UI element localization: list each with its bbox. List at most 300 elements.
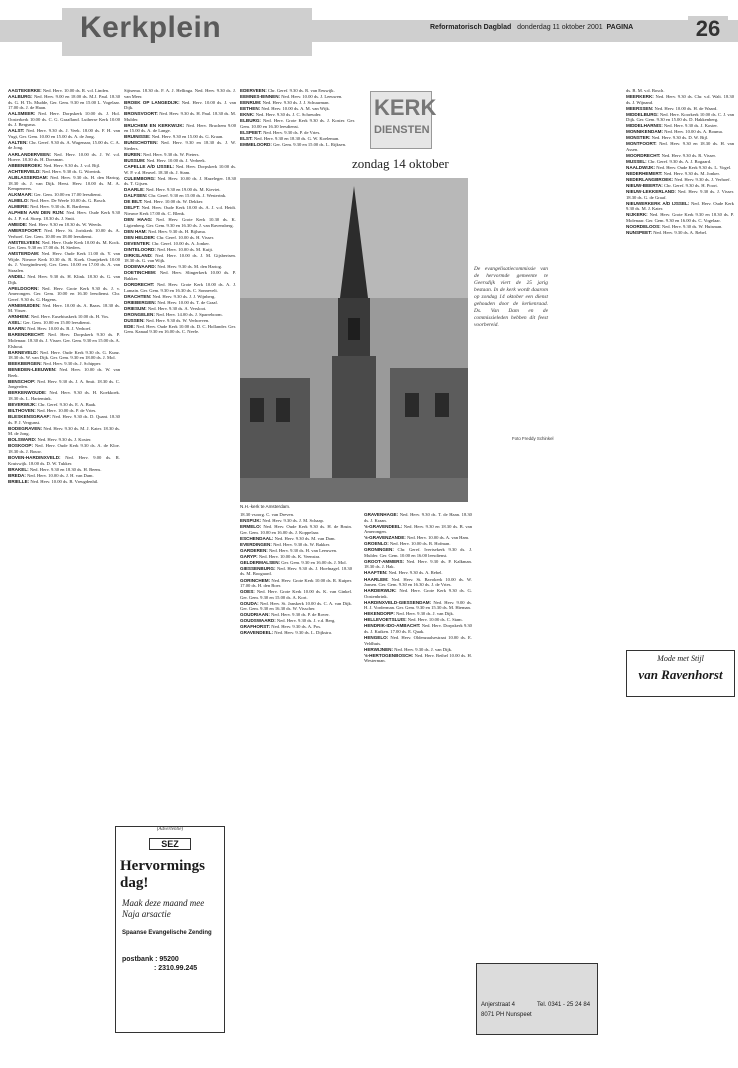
place-name: GARDEREN: (240, 547, 268, 553)
church-service-entry (124, 193, 236, 199)
place-name: BROEK OP LANGEDIJK: (124, 99, 180, 105)
service-details: Ned. Herv. Grote Kerk 9.30 ds. G. Oostenbrink. (364, 588, 472, 599)
place-name: HARDERWIJK: (364, 588, 397, 594)
church-service-entry (626, 106, 734, 112)
place-name: CULEMBORG: (124, 175, 156, 181)
church-service-entry (364, 588, 472, 599)
church-service-entry (8, 192, 120, 198)
place-name: MONSTER: (626, 135, 651, 141)
church-service-entry (240, 512, 352, 518)
place-name: ELBURG: (240, 118, 261, 124)
church-service-entry (626, 135, 734, 141)
church-service-entry (124, 100, 236, 111)
ad2-brand: van Ravenhorst (638, 667, 723, 682)
service-details: Ned. Herv. Grote Kerk 9.30 en 18.30 ds. P. Molenaar. Ger. Gem. 9.30 en 16.00 ds. C. Vogelaar. (626, 212, 734, 224)
place-name: GOES: (240, 589, 255, 595)
place-name: BOLSWARD: (8, 437, 37, 443)
church-service-entry (8, 111, 120, 128)
service-details: ds. B. M. v.d. Bosch. (626, 88, 665, 93)
place-name: EDERVEEN: (240, 88, 267, 93)
service-details: Ned. Herv. 9.30 ds. M. J. Kater. 18.30 ds. M. de Jong. (8, 425, 120, 437)
advertisement-van-ravenhorst[interactable] (626, 650, 735, 697)
service-details: Ned. Herv. 9.30 ds. W. Huisman. (661, 224, 723, 230)
church-service-entry (124, 306, 236, 312)
service-details: Ger. Gem. 9.30 en 15.00 ds. L. Rijksen. (273, 141, 347, 147)
service-details: Ned. Herv. St. Bavokerk 10.00 ds. W. Jansen. Ger. Gem. 9.30 en 16.30 ds. J. de Vries. (364, 576, 472, 588)
place-name: BRUCHEM EN KERKWIJK: (124, 122, 185, 128)
service-details: Ned. Herv. Dorpskerk 9.30 ds. P. Molenaar. 18.30 ds. J. Visser. Ger. Gem. 9.30 en 15.00 ds. A. Elshout. (8, 332, 120, 349)
church-service-entry (8, 314, 120, 320)
service-details: Ned. Herv. 9.30 en 18.30 ds. H. van Assen. (626, 141, 734, 152)
church-service-entry (626, 230, 734, 236)
service-details: Chr. Geref. 9.30 ds. H. Poort. (663, 183, 718, 189)
church-service-entry (124, 123, 236, 134)
church-service-entry (8, 140, 120, 151)
church-service-entry (124, 241, 236, 247)
church-service-entry (240, 518, 352, 524)
place-name: DINTELOORD: (124, 246, 156, 252)
service-details: Ned. Herv. Bruchem 9.00 en 15.00 ds. A. de Lange. (124, 122, 236, 134)
church-service-entry (8, 88, 120, 94)
place-name: AMSTELVEEN: (8, 239, 41, 245)
service-details: Ned. Herv. Oude Kerk 9.30 ds. L. Vogel. (656, 165, 732, 171)
place-name: AMSTERDAM: (8, 251, 40, 257)
church-service-entry (124, 199, 236, 205)
place-name: GORINCHEM: (240, 577, 271, 583)
church-service-entry (124, 111, 236, 122)
service-details: Ned. Herv. Oldenzaalsestraat 10.00 ds. E. Veldhuis. (364, 634, 472, 646)
service-details: Ned. Herv. 9.30 ds. D. W. Bijl. (651, 135, 709, 141)
service-details: Ned. Herv. De Weele 10.00 ds. G. Bosch. (30, 198, 107, 204)
church-service-entry (8, 228, 120, 239)
church-listing-column-2 (124, 88, 236, 818)
place-name: DUSSEN: (124, 317, 145, 323)
service-details: Ned. Herv. 9.30 ds. A. Versloot. (147, 305, 207, 311)
service-details: Chr. Geref. 10.00 ds. H. Visser. (156, 234, 215, 240)
service-details: Ned. Herv. 9.30 ds. J. J. Wijnberg. (152, 293, 216, 299)
church-service-entry (364, 653, 472, 664)
service-details: Ned. Herv. 9.30 ds. J. M. Schaap. (262, 518, 324, 524)
service-details: Ned. Herv. 10.00 ds. W. Dekker. (143, 199, 204, 205)
advertisement-nunspeet[interactable] (476, 963, 598, 1035)
service-details: Chr. Geref. 9.30 en 15.00 ds. J. Westerink. (148, 193, 227, 199)
church-service-entry (626, 112, 734, 123)
place-name: ALKMAAR: (8, 192, 33, 198)
place-name: BRIELLE: (8, 478, 30, 484)
place-name: DORDRECHT: (124, 282, 155, 288)
place-name: BARENDRECHT: (8, 332, 45, 338)
place-name: ANDEL: (8, 274, 26, 279)
church-service-entry (626, 94, 734, 105)
place-name: ERMELO: (240, 524, 262, 530)
service-details: Chr. Geref. 9.30 ds. A. J. Bogaard. (647, 159, 712, 165)
place-name: BUREN: (124, 152, 142, 158)
place-name: DRIESUM: (124, 305, 147, 311)
place-name: EMMELOORD: (240, 141, 272, 147)
service-details: Ned. Herv. Oude Kerk 9.30 ds. H. de Bruin. Ger. Gem. 10.00 en 16.00 ds. J. Koppelaar. (240, 524, 352, 535)
service-details: Ger. Gem. 10.00 en 17.00 leesdienst. (33, 192, 102, 198)
service-details: Chr. Geref. 9.30 ds. E. A. Baak. (37, 402, 97, 408)
church-service-entry (364, 535, 472, 541)
sez-logo: SEZ (149, 838, 191, 850)
place-name: ALPHEN AAN DEN RIJN: (8, 210, 65, 216)
church-service-entry (124, 164, 236, 175)
place-name: BREDA: (8, 472, 26, 478)
church-service-entry (240, 578, 352, 589)
church-service-entry (626, 171, 734, 177)
church-listing-column-4 (240, 512, 352, 1032)
service-details: Ned. Herv. 9.30 ds. J. C. Schreuder. (255, 112, 322, 118)
service-details: Ned. Herv. 9.30 ds. L. Dijkstra. (274, 630, 333, 636)
service-details: Ned. Herv. 9.30 ds. Chr. v.d. Walt. 18.30 ds. J. Wijnand. (626, 94, 734, 105)
church-service-entry (240, 130, 355, 136)
ad-postbank (122, 956, 218, 963)
church-service-entry (8, 437, 120, 443)
service-details: Ned. Herv. 9.30 ds. A. Pos. (271, 624, 322, 630)
service-details: Ned. Herv. Dorpskerk 9.30 ds. J. Kuiken. 17.00 ds. E. Quak. (364, 623, 472, 634)
service-details: Ned. Herv. Dorpskerk 10.00 ds. J. Hol. Oosterkerk 10.00 ds. C. G. Graafland. Lutherse Kerk 10.00 ds. J. Bergsma. (8, 111, 120, 128)
church-listing-column-5 (364, 512, 472, 1032)
place-name: HAARLEM: (364, 576, 389, 582)
church-service-entry (8, 128, 120, 139)
church-service-entry (626, 141, 734, 152)
service-details: Ned. Herv. 10.00 ds. M. Kuijt. (157, 246, 214, 252)
place-name: BUNSCHOTEN: (124, 140, 158, 146)
service-details: Ned. Herv. 9.30 ds. A. Rebel. (388, 570, 443, 576)
place-name: AARLANDERVEEN: (8, 151, 52, 157)
place-name: NIEUWERKERK A/D IJSSEL: (626, 200, 690, 206)
church-service-entry (240, 94, 355, 100)
place-name: GROOT-AMMERS: (364, 558, 405, 564)
church-service-entry (8, 169, 120, 175)
place-name: GIESSENBURG: (240, 565, 276, 571)
church-service-entry (364, 570, 472, 576)
church-service-entry (240, 136, 355, 142)
place-name: GRAVENHAGE: (364, 512, 399, 517)
place-name: 's-GRAVENZANDE: (364, 535, 406, 541)
service-details: Ned. Herv. 10.00 ds. K. Veenstra. (258, 553, 321, 559)
service-details: Ned. Herv. Grote Kerk 10.00 ds. A. J. Lamain. Ger. Gem. 9.30 en 16.30 ds. C. Sonnevelt. (124, 282, 236, 293)
service-details: Ned. Herv. Oude Kerk 9.30 ds. M. J. Kater. (626, 200, 734, 212)
place-name: DAARLE: (124, 187, 145, 193)
church-service-entry (8, 251, 120, 273)
church-service-entry (240, 88, 355, 94)
service-details: Ned. Herv. 10.00 ds. J. van Dijk. (124, 99, 236, 111)
service-details: Ned. Herv. Oude Kerk 9.30 ds. J. P. v.d. Stoep. 18.30 ds. J. Smit. (8, 210, 120, 222)
place-name: DALFSEN: (124, 193, 148, 199)
ad-organisation: Spaanse Evangelische Zending (122, 930, 212, 936)
church-service-entry (8, 390, 120, 401)
place-name: HELLEVOETSLUIS: (364, 617, 407, 623)
place-name: BILTHOVEN: (8, 408, 36, 414)
place-name: BRONSVOORT: (124, 111, 158, 117)
place-name: BODEGRAVEN: (8, 425, 43, 431)
church-service-entry (124, 282, 236, 293)
place-name: GARYP: (240, 553, 258, 559)
service-details: Ned. Herv. 9.30 en 19.00 ds. M. Kieviet. (145, 187, 221, 193)
church-service-entry (626, 183, 734, 189)
place-name: HENDRIK-IDO-AMBACHT: (364, 623, 421, 629)
service-details: Ned. Herv. 10.00 ds. A. Bouma. (664, 129, 723, 135)
ad2-tagline: Mode met Stijl (657, 654, 704, 663)
service-details: Ned. Herv. 9.30 ds. H. Bijlsma. (148, 228, 206, 234)
service-details: Ned. Herv. 10.00 ds. J. M. Gijsbertsen. 18.30 ds. G. van Wijk. (124, 252, 236, 264)
service-details: Ned. Herv. 9.30 ds. M. van Dam. (274, 535, 336, 541)
ad-subline: Maak deze maand mee Naja arsactie (122, 898, 205, 919)
service-details: Ned. Herv. 9.30 ds. J. v.d. Bijl. (43, 163, 101, 169)
service-details: Ned. Herv. 9.30 ds. A. Rebel. (653, 230, 708, 236)
service-details: Ned. Herv. 9.30 ds. M. den Hartog. (157, 264, 223, 270)
church-service-entry (626, 129, 734, 135)
church-service-entry (240, 142, 355, 148)
service-details: Ned. Herv. 9.30 en 18.30 ds. H. Beens. (29, 466, 102, 472)
church-service-entry (364, 647, 472, 653)
church-service-entry (626, 212, 734, 223)
church-service-entry (8, 320, 120, 326)
church-service-entry (8, 426, 120, 437)
church-service-entry (240, 112, 355, 118)
service-details: Ned. Herv. Slingerkerk 10.00 ds. P. Bakker. (124, 270, 236, 281)
service-details: Ned. Herv. Grote Kerk 9.30 ds. J. v. Amerongen. Ger. Gem. 10.00 en 16.30 leesdienst. Chr. Geref. 9.30 ds. G. Hagens. (8, 285, 120, 302)
service-details: Ned. Herv. 9.30 ds. H. Koekkoek. 18.30 ds. L. Hartemink. (8, 390, 120, 401)
service-details: Ned. Herv. 9.30 ds. J. Koster. (37, 437, 92, 443)
service-details: Ned. Herv. St. Janskerk 10.00 ds. C. A. van Dijk. Ger. Gem. 9.30 en 16.30 ds. W. Visscher. (240, 600, 352, 612)
service-details: Ned. Herv. 10.00 ds. P. de Vries. (36, 408, 97, 414)
service-details: Ned. Herv. Koorkerk 10.00 ds. C. J. van Dijk. Ger. Gem. 9.30 en 15.00 ds. D. Hakkenberg. (626, 111, 734, 123)
church-service-entry (124, 205, 236, 216)
ad-label: (Advertentie) (156, 827, 184, 832)
place-name: BENSCHOP: (8, 378, 36, 384)
service-details: Ned. Herv. Grote Kerk 10.00 ds. K. van Ginkel. Ger. Gem. 9.30 en 15.00 ds. A. Kort. (240, 589, 352, 600)
place-name: NUNSPEET: (626, 230, 653, 236)
place-name: BEEKBERGEN: (8, 361, 42, 367)
church-service-entry (240, 542, 352, 548)
church-service-entry (8, 94, 120, 111)
service-details: Ned. Herv. 10.00 ds. A. van Ham. (407, 535, 470, 541)
service-details: Ned. Herv. 10.00 ds. H. de Waard. (654, 105, 718, 111)
church-service-entry (364, 577, 472, 588)
publication-date: donderdag 11 oktober 2001 (517, 24, 603, 31)
church-service-entry (8, 467, 120, 473)
place-name: BRAKEL: (8, 466, 29, 472)
place-name: ALMELO: (8, 198, 29, 204)
place-name: MONNIKENDAM: (626, 129, 664, 135)
church-service-entry (124, 152, 236, 158)
place-name: DEN HELDER: (124, 234, 156, 240)
church-service-entry (8, 286, 120, 303)
service-details: Ned. Herv. 9.30 en 15.00 ds. G. Kraan. (151, 134, 224, 140)
service-details: Ned. Herv. 9.30 ds. P. de Rover. (271, 612, 330, 618)
church-service-entry (240, 106, 355, 112)
church-service-entry (364, 547, 472, 558)
service-details: Ned. Herv. 10.00 ds. A. Baars. 18.30 ds. M. Visser. (8, 302, 120, 314)
church-service-entry (124, 318, 236, 324)
service-details: Ned. Herv. 10.00 ds. A. M. van Wijk. (261, 106, 330, 112)
place-name: NIEUW-LEKKERLAND: (626, 189, 676, 195)
service-details: Ned. Herv. 9.30 ds. J. Hoefnagel. 18.30 ds. M. Boogaard. (240, 565, 352, 577)
church-service-entry (124, 229, 236, 235)
church-service-entry (364, 635, 472, 646)
place-name: DRONGELEN: (124, 311, 155, 317)
church-service-entry (8, 240, 120, 251)
service-details: Ned. Herv. 9.30 ds. R. Bartlema. (30, 204, 91, 210)
place-name: EENRUM: (240, 100, 262, 106)
place-name: AAGTEKERKE: (8, 88, 42, 93)
church-service-entry (8, 152, 120, 163)
page-header (0, 0, 738, 62)
place-name: AALSMEER: (8, 111, 36, 117)
place-name: GRONINGEN: (364, 547, 394, 553)
church-service-entry (8, 204, 120, 210)
place-name: ESCHENDAAL: (240, 535, 274, 541)
church-service-entry (240, 100, 355, 106)
ad3-address: Anjerstraat 4 (481, 1002, 516, 1008)
service-details: Ned. Herv. Oude Kerk 10.00 ds. A. J. v.d. Heidt. Nieuwe Kerk 17.00 ds. C. Blenk. (124, 205, 236, 216)
place-name: AXEL: (8, 320, 22, 326)
service-details: Ned. Herv. 10.00 ds. B. Vreugdenhil. (30, 478, 99, 484)
service-details: Ned. Herv. 9.30 ds. W. Pieters. (143, 152, 200, 158)
place-name: BENEDEN-LEEUWEN: (8, 367, 57, 373)
church-service-entry (240, 612, 352, 618)
church-service-entry (8, 367, 120, 378)
service-details: Ned. Herv. 9.30 en 18.30 ds. B. van Amerongen. (364, 523, 472, 535)
publication-name: Reformatorisch Dagblad (430, 24, 512, 31)
service-details: Ned. Herv. 9.00 en 18.00 ds. M.J. Paul. 18.30 ds. G. H. Th. Mudde, Ger. Gem. 9.30 en 15.00 L. Vogelaar. 17.00 ds. J. de Haan. (8, 94, 120, 111)
service-details: 18.30 vsoorg. C. van Dreven. (240, 512, 295, 517)
church-service-entry (8, 379, 120, 390)
place-name: MIDDELHARNIS: (626, 123, 663, 129)
service-details: Ned. Herv. 10.00 ds. J. Leeuwen. (281, 94, 343, 100)
place-name: 's-GRAVENDEEL: (364, 523, 403, 529)
place-name: NIJKERK: (626, 212, 648, 218)
place-name: DEVENTER: (124, 240, 151, 246)
church-service-entry (124, 187, 236, 193)
church-service-entry (124, 134, 236, 140)
church-service-entry (364, 623, 472, 634)
place-name: AALST: (8, 128, 25, 134)
service-details: Ned. Herv. Oude Kerk 9.30 ds. G. Kunz. 18.30 ds. W. van Dijk. Ger. Gem. 9.30 en 18.00 ds. J. Mol. (8, 349, 120, 361)
service-details: Ned. Herv. 9.30 ds. W. Bakker. (273, 541, 331, 547)
service-details: Ned. Herv. Dorpskerk 10.00 ds. W. P. v.d. Heuvel. 18.30 ds. J. Stam. (124, 164, 236, 175)
page-label: PAGINA (606, 24, 634, 31)
service-details: Ned. Herv. 9.30 ds. J. Visser. 18.30 ds. G. de Graaf. (626, 189, 734, 200)
service-details: Ned. Herv. 9.30 ds. J. Schipper. (43, 361, 102, 367)
service-details: Ned. Herv. 9.30 ds. H. van Leeuwen. (268, 547, 338, 553)
church-service-entry (8, 210, 120, 221)
service-details: Ned. Herv. 14.00 ds. J. Sparreboom. (156, 311, 223, 317)
service-details: Ned. Herv. 10.00 ds. T. de Graaf. (157, 299, 219, 305)
church-service-entry (626, 165, 734, 171)
church-service-entry (124, 217, 236, 228)
place-name: EKNK: (240, 112, 255, 118)
place-name: MEERKERK: (626, 94, 654, 100)
place-name: BARNEVELD: (8, 349, 39, 355)
service-details: Ned. Herv. 9.30 en 18.30 ds. G. W. Koeleman. (253, 135, 340, 141)
service-details: Ned. Herv. Oude Kerk 10.00 ds. M. Kock. Ger. Gem. 9.30 en 17.00 ds. H. Sieders. (8, 239, 120, 251)
service-details: Ned. Herv. Oude Kerk 11.00 ds. Y. van Wijde. Nieuwe Kerk 10.30 ds. R. Koek. Oranjekerk 10.00 ds. J. Vroegindeweij. Ger. Gem. 10.00 en 17.00 ds. A. van Straalen. (8, 251, 120, 273)
service-details: Ned. Herv. 9.30 ds. H. Klink. 18.30 ds. G. van Dijk. (8, 274, 120, 285)
place-name: GOUDSWAARD: (240, 618, 276, 624)
church-service-entry (124, 264, 236, 270)
church-service-entry (626, 189, 734, 200)
place-name: ENSPIJK: (240, 518, 262, 524)
logo-diensten-text: DIENSTEN (374, 124, 430, 136)
place-name: DEN HAM: (124, 228, 147, 234)
service-details: Ned. Herv. 9.30 ds. M. Jonker. (663, 171, 720, 177)
ad3-city: 8071 PH Nunspeet (481, 1012, 532, 1018)
service-details: Ned. Herv. Oude Kerk 9.30 ds. A. de Kloe. 18.30 ds. J. Bouw. (8, 443, 120, 454)
place-name: ELST: (240, 135, 253, 141)
ad-bank-number: : 2310.99.245 (154, 965, 198, 972)
service-details: Ned. Herv. 9.30 ds. D. Quant. 18.30 ds. P. J. Vergunst. (8, 414, 120, 425)
church-service-entry (364, 512, 472, 523)
advertisement-sez[interactable] (115, 826, 225, 1033)
place-name: NEDERHEMERT: (626, 171, 663, 177)
church-service-entry (240, 118, 355, 129)
place-name: DOETINCHEM: (124, 270, 157, 276)
service-details: Ned. Herv. 9.30 ds. H. den Hartog, 18.30 ds. J. van Dijk. Herst. Herv. 10.00 ds. M. A. Kempeneers. (8, 175, 120, 192)
place-name: AALTEN: (8, 139, 28, 145)
church-service-entry (626, 123, 734, 129)
church-service-entry (364, 611, 472, 617)
church-service-entry (8, 414, 120, 425)
church-service-entry (8, 222, 120, 228)
place-name: EDE: (124, 323, 135, 329)
church-service-entry (8, 303, 120, 314)
service-details: Ned. Herv. 10.00 ds. R. v.d. Linden. (42, 88, 110, 93)
church-service-entry (8, 326, 120, 332)
service-details: Ned. Herv. 9.30 ds. G. Woerink. (42, 169, 102, 175)
service-details: Ned. Herv. Bethel 10.00 ds. H. Westerman. (364, 652, 472, 664)
service-details: Ned. Herv. Grote Kerk 10.00 ds. R. Kuiper. 17.00 ds. H. den Boer. (240, 577, 352, 589)
place-name: GELDERMALSEN: (240, 559, 281, 565)
church-service-entry (8, 350, 120, 361)
church-service-entry (240, 524, 352, 535)
place-name: BOSKOOP: (8, 443, 34, 449)
service-details: Ned. Herv. Oude Kerk 10.00 ds. D. C. Hollander. Ger. Gem. Kanaal 9.30 en 16.00 ds. C. Neele. (124, 323, 236, 335)
service-details: Ned. Herv. 10.00 ds. C. Stam. (407, 617, 463, 623)
service-details: Ned. Herv. 9.30 ds. J. Veek. 18.00 ds. F. H. van Vugt, Ger. Gem. 10.00 en 15.00 ds. A. de Jong. (8, 128, 120, 139)
place-name: DIRKSLAND: (124, 252, 153, 258)
church-service-entry (8, 332, 120, 349)
place-name: ALMERE: (8, 204, 29, 210)
service-details: Ned. Herv. 9.30 ds. J. A. Smit. 18.30 ds. C. Jongerden. (8, 378, 120, 390)
service-date-heading: zondag 14 oktober (352, 156, 449, 171)
place-name: EETHEN: (240, 106, 261, 112)
church-service-entry (626, 224, 734, 230)
postbank-number: : 95200 (155, 956, 179, 963)
ad3-phone: Tel. 0341 - 25 24 84 (537, 1002, 591, 1008)
service-details: Ned. Herv. 10.00 ds. J. W. v.d. Hoeve. 18.30 ds. H. Dorsman. (8, 151, 120, 163)
place-name: NEDERLANGBROEK: (626, 177, 674, 183)
church-service-entry (124, 158, 236, 164)
church-service-entry (124, 176, 236, 187)
feature-quote: De evangelisatiecommissie van de hervormde gemeente te Geersdijk viert de 25 jarig bestaan. In de kerk wordt daarom op zondag 14 oktober een dienst gehouden door de kerkenraad. Ds. Van Dam en de commissieleden hebben dit feest voorbereid. (474, 266, 548, 328)
church-service-entry (8, 455, 120, 466)
church-service-entry (8, 473, 120, 479)
service-details: Ned. Herv. St. Joriskerk 10.00 ds. A. Verhoef. Ger. Gem. 10.00 en 18.00 leesdienst. (8, 228, 120, 239)
church-service-entry (626, 153, 734, 159)
place-name: DEN HAAG: (124, 217, 153, 223)
publication-info (430, 24, 633, 31)
church-service-entry (240, 548, 352, 554)
service-details: Ned. Herv. 9.00 ds. R. Kruiswijk. 18.00 ds. D. W. Tukker. (8, 454, 120, 466)
place-name: DRIEBERGEN: (124, 299, 157, 305)
place-name: MUSSEL: (626, 159, 647, 165)
church-service-entry (364, 600, 472, 611)
church-service-entry (124, 247, 236, 253)
church-service-entry (124, 294, 236, 300)
